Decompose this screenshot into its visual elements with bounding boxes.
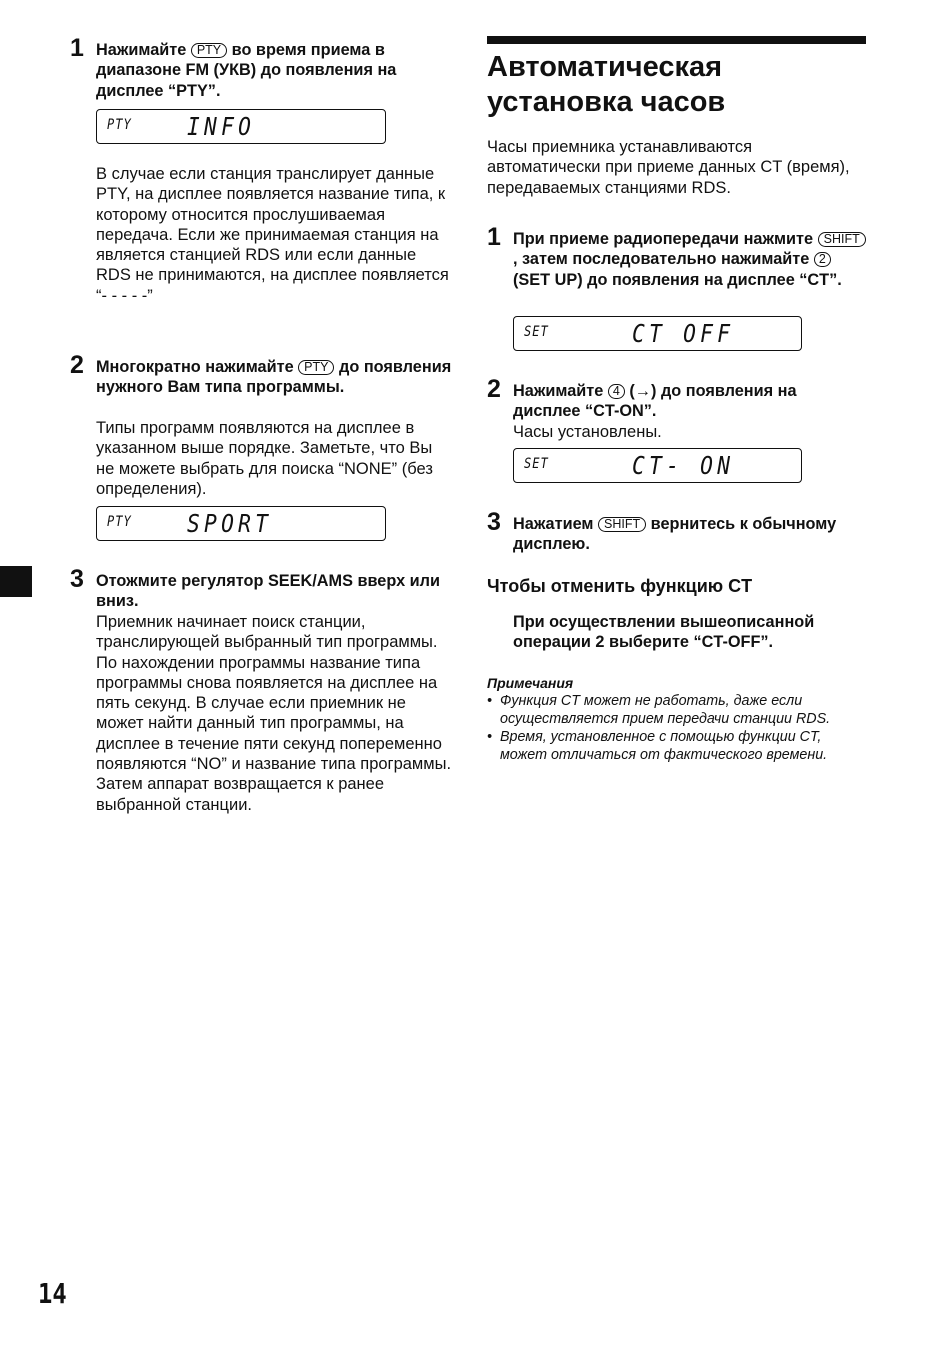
step-instruction: [96, 40, 455, 101]
cancel-instruction: При осуществлении вышеописанной операции 2 выберите “CT-OFF”.: [513, 613, 815, 652]
note-item: [487, 692, 867, 728]
step-description: Типы программ появляются на дисплее в указанном выше порядке. Заметьте, что Вы не можете выбрать для поиска “NONE” (без определения).: [96, 419, 433, 498]
step-number: 1: [487, 223, 501, 251]
lcd-text: CT- ON: [632, 451, 735, 480]
lcd-display: [513, 448, 802, 483]
instruction-text: во время приема в диапазоне FM (УКВ) до появления на дисплее “PTY”.: [96, 41, 397, 100]
step-number: 1: [70, 34, 84, 62]
instruction-text: Многократно нажимайте: [96, 358, 294, 376]
section-title: Автоматическая установка часов: [487, 51, 726, 118]
note-text: Время, установленное с помощью функции CT, может отличаться от фактического времени.: [500, 729, 828, 763]
step-description: Часы установлены.: [513, 423, 662, 441]
step-number: 3: [70, 565, 84, 593]
lcd-indicator: PTY: [107, 116, 132, 133]
instruction-text: (SET UP) до появления на дисплее “CT”.: [513, 270, 842, 289]
instruction-text: При приеме радиопередачи нажмите: [513, 230, 814, 248]
instruction-text: Нажимайте: [96, 41, 187, 59]
step-number: 3: [487, 508, 501, 536]
section-rule: [487, 36, 866, 44]
instruction-text: Нажатием: [513, 515, 594, 533]
lcd-indicator: PTY: [107, 513, 132, 530]
step-number: 2: [487, 375, 501, 403]
lcd-text: CT OFF: [632, 319, 735, 348]
pty-button-label: PTY: [191, 43, 227, 58]
page-number: 14: [38, 1277, 67, 1310]
instruction-text: вернитесь к обычному дисплею.: [513, 515, 837, 554]
step-description: В случае если станция транслирует данные PTY, на дисплее появляется название типа, к которому относится прослушиваемая передача. Если же принимаемая станция на является станцией RDS или если данные RDS не принимаются, на дисплее появляется “- - - - -”: [96, 165, 449, 305]
section-tab-marker: [0, 566, 32, 597]
step-instruction: [513, 514, 867, 555]
notes-list: [487, 692, 867, 764]
step-instruction: [96, 357, 455, 398]
section-intro: Часы приемника устанавливаются автоматически при приеме данных CT (время), передаваемых станциями RDS.: [487, 138, 850, 197]
shift-button-label: SHIFT: [818, 232, 866, 247]
step-instruction: [513, 381, 867, 422]
bullet-icon: •: [487, 693, 493, 709]
button-4-label: 4: [608, 384, 625, 399]
lcd-indicator: SET: [524, 455, 549, 472]
instruction-text: , затем последовательно нажимайте: [513, 250, 810, 269]
button-2-label: 2: [814, 252, 831, 267]
shift-button-label: SHIFT: [598, 517, 646, 532]
notes-title: Примечания: [487, 675, 574, 691]
instruction-text: (→) до появления на дисплее “CT-ON”.: [513, 382, 797, 421]
lcd-text: SPORT: [187, 509, 273, 538]
step-description: Приемник начинает поиск станции, транслирующей выбранный тип программы. По нахождении программы название типа программы снова появляется на дисплее на пять секунд. В случае если приемник не может найти данный тип программы, на дисплее в течение пяти секунд попеременно появляются “NO” и название типа программы. Затем аппарат возвращается к ранее выбранной станции.: [96, 613, 452, 814]
note-item: [487, 728, 867, 764]
instruction-text: до появления нужного Вам типа программы.: [96, 358, 452, 397]
instruction-text: Нажимайте: [513, 382, 604, 400]
step-instruction: Отожмите регулятор SEEK/AMS вверх или вниз.: [96, 572, 441, 611]
lcd-indicator: SET: [524, 323, 549, 340]
step-number: 2: [70, 351, 84, 379]
lcd-display: [513, 316, 802, 351]
note-text: Функция CT может не работать, даже если осуществляется прием передачи станции RDS.: [500, 693, 831, 727]
subheading: Чтобы отменить функцию CT: [487, 576, 753, 596]
step-instruction: [513, 229, 867, 290]
lcd-text: INFO: [187, 112, 256, 141]
bullet-icon: •: [487, 729, 493, 745]
lcd-display: [96, 506, 386, 541]
lcd-display: [96, 109, 386, 144]
pty-button-label: PTY: [298, 360, 334, 375]
